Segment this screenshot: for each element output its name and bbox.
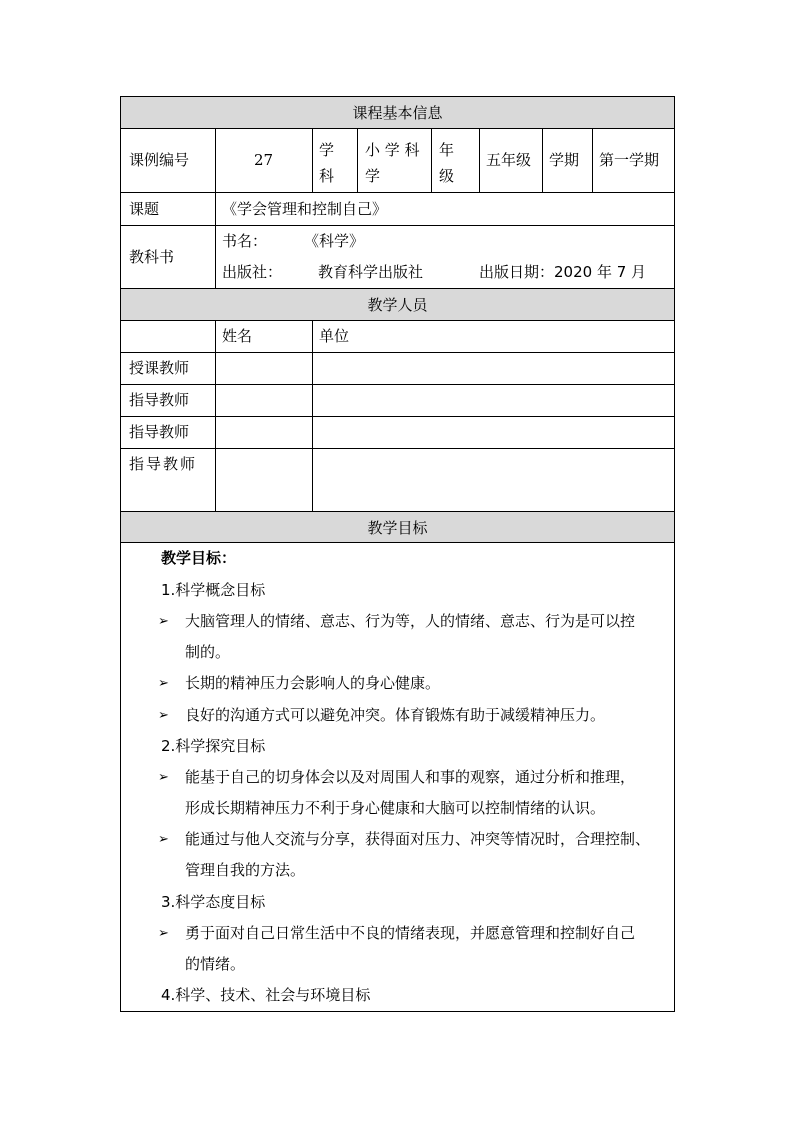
subject-value-line2: 学 — [365, 167, 381, 185]
objective-text: 勇于面对自己日常生活中不良的情绪表现，并愿意管理和控制好自己 — [185, 924, 636, 942]
publication-date: 出版日期：2020 年 7 月 — [479, 263, 647, 281]
subject-label-line1: 学 — [319, 141, 335, 159]
objective-text: 能通过与他人交流与分享，获得面对压力、冲突等情况时，合理控制、 — [185, 830, 651, 848]
arrow-bullet-icon: ➢ — [158, 926, 169, 941]
topic-label: 课题 — [129, 200, 160, 218]
section-title-staff: 教学人员 — [367, 296, 428, 314]
arrow-bullet-icon: ➢ — [158, 676, 169, 691]
book-name-label: 书名： — [222, 232, 268, 250]
grade-value: 五年级 — [486, 151, 532, 169]
goal-heading: 2.科学探究目标 — [161, 737, 266, 755]
book-name: 《科学》 — [304, 232, 365, 250]
publisher-label: 出版社： — [222, 263, 283, 281]
arrow-bullet-icon: ➢ — [158, 770, 169, 785]
section-title-objectives: 教学目标 — [367, 519, 428, 537]
arrow-bullet-icon: ➢ — [158, 614, 169, 629]
objective-text: 长期的精神压力会影响人的身心健康。 — [185, 674, 441, 692]
goal-heading: 3.科学态度目标 — [161, 893, 266, 911]
objective-text: 能基于自己的切身体会以及对周围人和事的观察，通过分析和推理， — [185, 768, 636, 786]
grade-label-line1: 年 — [439, 141, 455, 159]
arrow-bullet-icon: ➢ — [158, 832, 169, 847]
staff-col-name: 姓名 — [222, 327, 253, 345]
staff-row-label: 指导教师 — [129, 423, 190, 441]
course-no-value: 27 — [253, 151, 274, 169]
staff-row-label: 指导教师 — [129, 455, 198, 473]
grade-label-line2: 级 — [439, 167, 455, 185]
section-title-basic-info: 课程基本信息 — [352, 104, 443, 122]
objectives-heading: 教学目标： — [161, 549, 237, 567]
objective-text: 形成长期精神压力不利于身心健康和大脑可以控制情绪的认识。 — [185, 799, 606, 817]
objective-text: 管理自我的方法。 — [185, 861, 306, 879]
staff-row-label: 授课教师 — [129, 359, 190, 377]
objective-text: 的情绪。 — [185, 955, 246, 973]
subject-value-line1: 小 学 科 — [365, 141, 420, 159]
staff-row-label: 指导教师 — [129, 391, 190, 409]
subject-label-line2: 科 — [319, 167, 335, 185]
objective-text: 大脑管理人的情绪、意志、行为等，人的情绪、意志、行为是可以控 — [185, 612, 636, 630]
course-info-table — [120, 96, 675, 1012]
course-no-label: 课例编号 — [129, 151, 190, 169]
topic-value: 《学会管理和控制自己》 — [222, 200, 388, 218]
objective-text: 制的。 — [185, 643, 231, 661]
publisher: 教育科学出版社 — [318, 263, 424, 281]
textbook-label: 教科书 — [129, 248, 175, 266]
term-value: 第一学期 — [599, 151, 660, 169]
term-label: 学期 — [549, 151, 580, 169]
objective-text: 良好的沟通方式可以避免冲突。体育锻炼有助于减缓精神压力。 — [185, 706, 606, 724]
goal-heading: 4.科学、技术、社会与环境目标 — [161, 986, 371, 1004]
staff-col-unit: 单位 — [319, 327, 350, 345]
goal-heading: 1.科学概念目标 — [161, 581, 266, 599]
arrow-bullet-icon: ➢ — [158, 708, 169, 723]
